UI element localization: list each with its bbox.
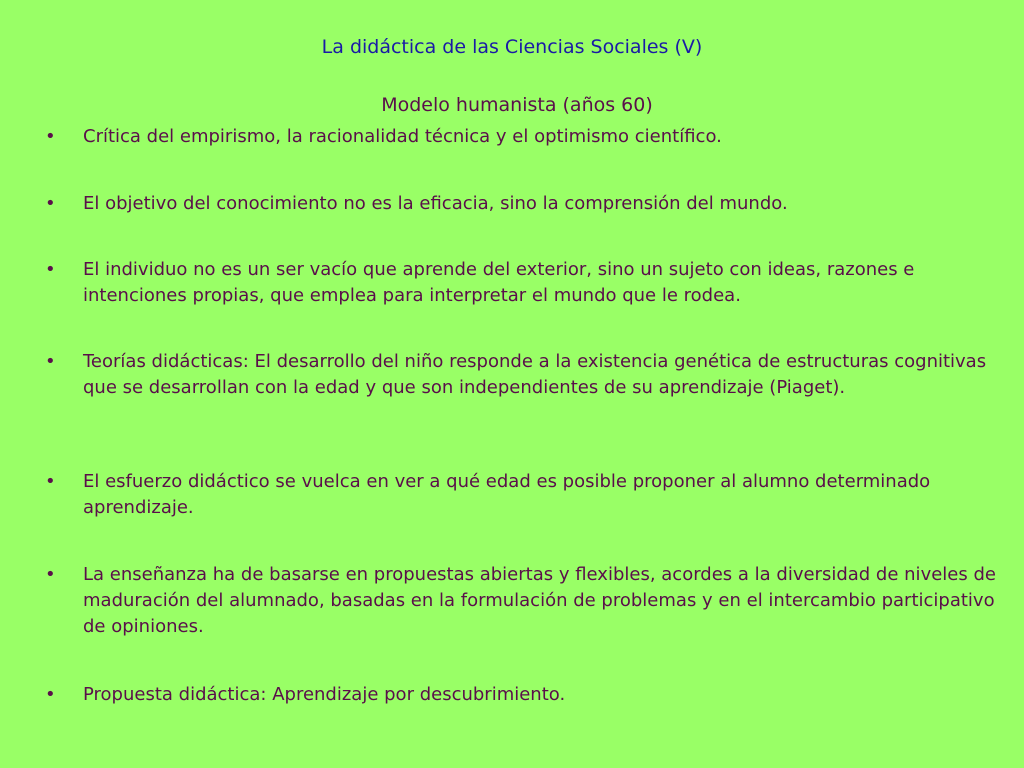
bullet-dot-icon: • xyxy=(45,471,56,492)
bullet-text: El esfuerzo didáctico se vuelca en ver a qué edad es posible proponer al alumno determinado aprendizaje. xyxy=(83,471,931,518)
bullet-item xyxy=(45,682,1005,708)
bullet-dot-icon: • xyxy=(45,684,56,705)
bullet-item xyxy=(45,257,1005,309)
bullet-text: Teorías didácticas: El desarrollo del niño responde a la existencia genética de estructuras cognitivas que se desarrollan con la edad y que son independientes de su aprendizaje (Piaget). xyxy=(83,351,987,398)
bullet-dot-icon: • xyxy=(45,126,56,147)
slide-subtitle: Modelo humanista (años 60) xyxy=(381,94,653,116)
bullet-dot-icon: • xyxy=(45,259,56,280)
bullet-text: La enseñanza ha de basarse en propuestas abiertas y flexibles, acordes a la diversidad de niveles de maduración del alumnado, basadas en la formulación de problemas y en el intercambio participativo de opiniones. xyxy=(83,564,996,637)
bullet-item xyxy=(45,349,1005,401)
slide-title: La didáctica de las Ciencias Sociales (V) xyxy=(321,36,703,58)
bullet-item xyxy=(45,191,1005,217)
bullet-dot-icon: • xyxy=(45,564,56,585)
bullet-item xyxy=(45,469,1005,521)
bullet-text: El individuo no es un ser vacío que aprende del exterior, sino un sujeto con ideas, razones e intenciones propias, que emplea para interpretar el mundo que le rodea. xyxy=(83,259,915,306)
bullet-dot-icon: • xyxy=(45,351,56,372)
bullet-item xyxy=(45,124,1005,150)
bullet-item xyxy=(45,562,1005,640)
bullet-text: El objetivo del conocimiento no es la eficacia, sino la comprensión del mundo. xyxy=(83,193,788,214)
bullet-text: Crítica del empirismo, la racionalidad técnica y el optimismo científico. xyxy=(83,126,722,147)
bullet-text: Propuesta didáctica: Aprendizaje por descubrimiento. xyxy=(83,684,566,705)
bullet-dot-icon: • xyxy=(45,193,56,214)
